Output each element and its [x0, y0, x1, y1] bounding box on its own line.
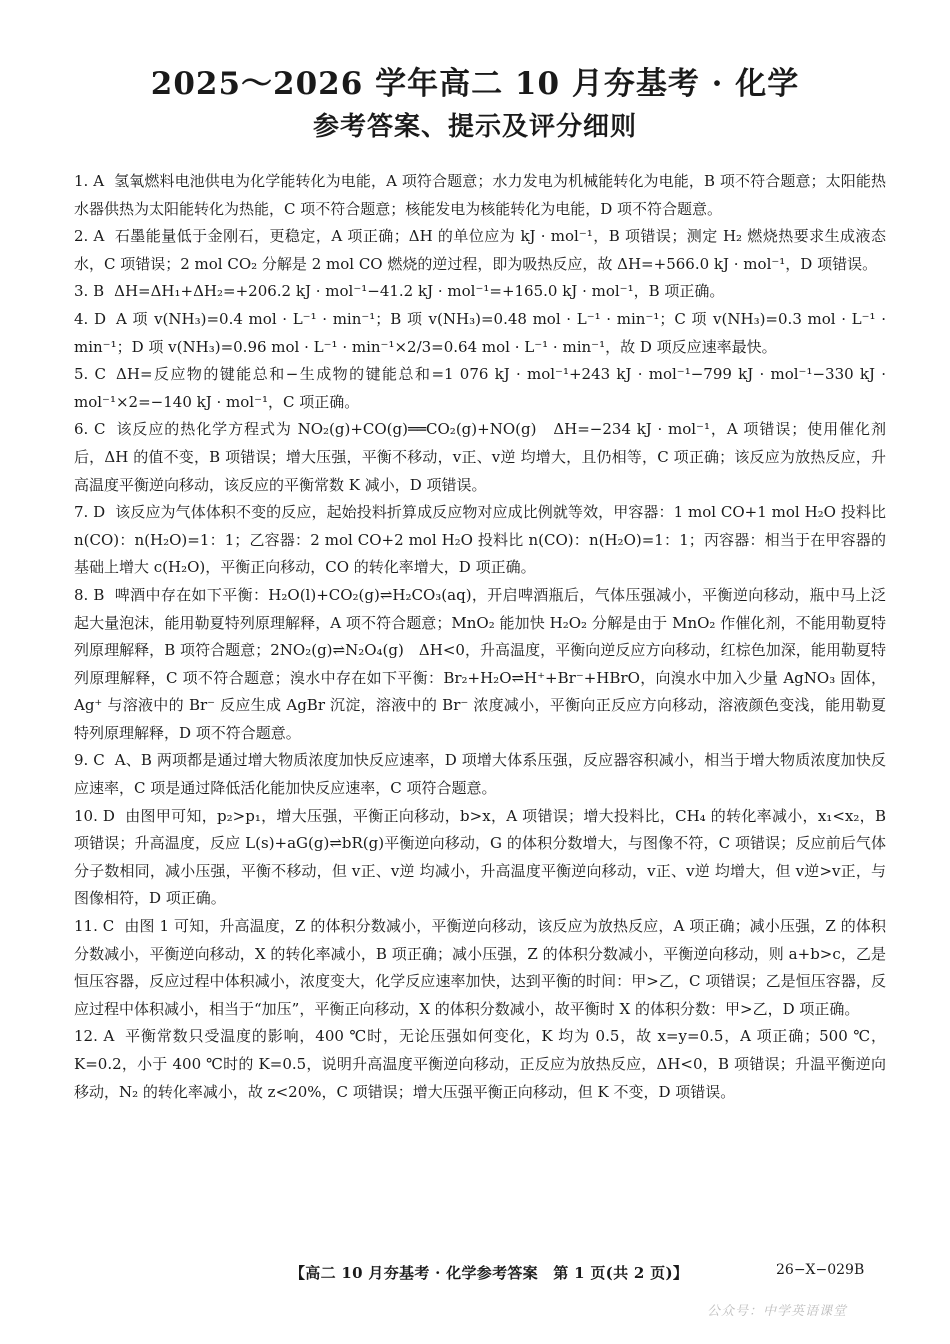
answer-text: A 项 v(NH₃)=0.4 mol · L⁻¹ · min⁻¹；B 项 v(NH₃)=0.48 mol · L⁻¹ · min⁻¹；C 项 v(NH₃)=0.3 mol · L⁻¹ · min⁻¹；D 项 v(NH₃)=0.96 mol · L⁻¹ · min⁻¹×2/3=0.64 mol · L⁻¹ · min⁻¹，故 D 项反应速率最快。 — [74, 309, 886, 356]
answer-text: 石墨能量低于金刚石，更稳定，A 项正确；ΔH 的单位应为 kJ · mol⁻¹，B 项错误；测定 H₂ 燃烧热要求生成液态水，C 项错误；2 mol CO₂ 分解是 2 mol CO 燃烧的逆过程，即为吸热反应，故 ΔH=+566.0 kJ · mol⁻¹，D 项错误。 — [74, 227, 886, 273]
answer-text: 啤酒中存在如下平衡：H₂O(l)+CO₂(g)⇌H₂CO₃(aq)，开启啤酒瓶后，气体压强减小，平衡逆向移动，瓶中马上泛起大量泡沫，能用勒夏特列原理解释，A 项不符合题意；MnO₂ 能加快 H₂O₂ 分解是由于 MnO₂ 作催化剂，不能用勒夏特列原理解释，B 项符合题意；2NO₂(g)⇌N₂O₄(g) ΔH<0，升高温度，平衡向逆反应方向移动，红棕色加深，能用勒夏特列原理解释，C 项不符合题意；溴水中存在如下平衡：Br₂+H₂O⇌H⁺+Br⁻+HBrO，向溴水中加入少量 AgNO₃ 固体，Ag⁺ 与溶液中的 Br⁻ 反应生成 AgBr 沉淀，溶液中的 Br⁻ 浓度减小，平衡向正反应方向移动，溶液颜色变浅，能用勒夏特列原理解释，D 项不符合题意。 — [74, 585, 886, 742]
answer-text: 由图 1 可知，升高温度，Z 的体积分数减小，平衡逆向移动，该反应为放热反应，A 项正确；减小压强，Z 的体积分数减小，平衡逆向移动，X 的转化率减小，B 项正确；减小压强，Z 的体积分数减小，平衡逆向移动，则 a+b>c，乙是恒压容器，反应过程中体积减小，浓度变大，化学反应速率加快，达到平衡的时间：甲>乙，C 项错误；乙是恒压容器，反应过程中体积减小，相当于“加压”，平衡正向移动，X 的体积分数减小，故平衡时 X 的体积分数：甲>乙，D 项正确。 — [74, 917, 886, 1018]
answer-number: 5. C — [74, 365, 107, 384]
page-title: 2025～2026 学年高二 10 月夯基考 · 化学 — [150, 66, 800, 102]
answer-text: 该反应为气体体积不变的反应，起始投料折算成反应物对应成比例就等效，甲容器：1 mol CO+1 mol H₂O 投料比 n(CO)：n(H₂O)=1：1；乙容器：2 mol CO+2 mol H₂O 投料比 n(CO)：n(H₂O)=1：1；丙容器：相当于在甲容器的基础上增大 c(H₂O)，平衡正向移动，CO 的转化率增大，D 项正确。 — [74, 503, 886, 577]
answer-item — [74, 499, 886, 582]
answer-text: 由图甲可知，p₂>p₁，增大压强，平衡正向移动，b>x，A 项错误；增大投料比，CH₄ 的转化率减小，x₁<x₂，B 项错误；升高温度，反应 L(s)+aG(g)⇌bR(g)平衡逆向移动，G 的体积分数增大，与图像不符，C 项错误；反应前后气体分子数相同，减小压强，平衡不移动，但 v正、v逆 均减小，升高温度平衡逆向移动，v正、v逆 均增大，但 v逆>v正，与图像相符，D 项正确。 — [74, 806, 886, 908]
answer-item — [74, 582, 886, 748]
answer-text: 氢氧燃料电池供电为化学能转化为电能，A 项符合题意；水力发电为机械能转化为电能，B 项不符合题意；太阳能热水器供热为太阳能转化为热能，C 项不符合题意；核能发电为核能转化为电能，D 项不符合题意。 — [74, 172, 886, 218]
answer-number: 7. D — [74, 503, 106, 522]
answer-text: ΔH=ΔH₁+ΔH₂=+206.2 kJ · mol⁻¹−41.2 kJ · mol⁻¹=+165.0 kJ · mol⁻¹，B 项正确。 — [114, 282, 725, 301]
answer-item — [74, 168, 886, 223]
answer-text: 平衡常数只受温度的影响，400 ℃时，无论压强如何变化，K 均为 0.5，故 x=y=0.5，A 项正确；500 ℃，K=0.2，小于 400 ℃时的 K=0.5，说明升高温度平衡逆向移动，正反应为放热反应，ΔH<0，B 项错误；升温平衡逆向移动，N₂ 的转化率减小，故 z<20%，C 项错误；增大压强平衡正向移动，但 K 不变，D 项错误。 — [74, 1027, 886, 1101]
page-subtitle: 参考答案、提示及评分细则 — [312, 112, 637, 142]
answer-item — [74, 913, 886, 1023]
answer-number: 3. B — [74, 282, 105, 301]
answer-text: 该反应的热化学方程式为 NO₂(g)+CO(g)══CO₂(g)+NO(g) ΔH=−234 kJ · mol⁻¹，A 项错误；使用催化剂后，ΔH 的值不变，B 项错误；增大压强，平衡不移动，v正、v逆 均增大，且仍相等，C 项正确；该反应为放热反应，升高温度平衡逆向移动，该反应的平衡常数 K 减小，D 项错误。 — [74, 420, 886, 494]
footer-page-info: 【高二 10 月夯基考 · 化学参考答案 第 1 页(共 2 页)】 — [290, 1264, 689, 1282]
answer-text: ΔH=反应物的键能总和−生成物的键能总和=1 076 kJ · mol⁻¹+243 kJ · mol⁻¹−799 kJ · mol⁻¹−330 kJ · mol⁻¹×2=−140 kJ · mol⁻¹，C 项正确。 — [74, 365, 886, 411]
footer-doc-code: 26−X−029B — [776, 1262, 865, 1278]
answer-number: 11. C — [74, 917, 115, 936]
answer-item — [74, 306, 886, 361]
answer-number: 4. D — [74, 309, 107, 328]
answer-number: 9. C — [74, 751, 105, 770]
answer-item — [74, 1023, 886, 1106]
answer-number: 8. B — [74, 585, 105, 604]
answer-number: 12. A — [74, 1027, 115, 1046]
answer-item — [74, 416, 886, 499]
answer-number: 6. C — [74, 420, 106, 439]
answer-text: A、B 两项都是通过增大物质浓度加快反应速率，D 项增大体系压强，反应器容积减小，相当于增大物质浓度加快反应速率，C 项是通过降低活化能加快反应速率，C 项符合题意。 — [74, 751, 886, 798]
answer-item — [74, 278, 886, 306]
answer-item — [74, 803, 886, 913]
answer-list — [74, 168, 886, 1106]
answer-number: 10. D — [74, 806, 115, 825]
answer-item — [74, 361, 886, 416]
watermark: 公众号：中学英语课堂 — [707, 1304, 848, 1319]
answer-number: 2. A — [74, 227, 105, 246]
answer-number: 1. A — [74, 172, 105, 190]
answer-item — [74, 223, 886, 278]
answer-item — [74, 747, 886, 802]
